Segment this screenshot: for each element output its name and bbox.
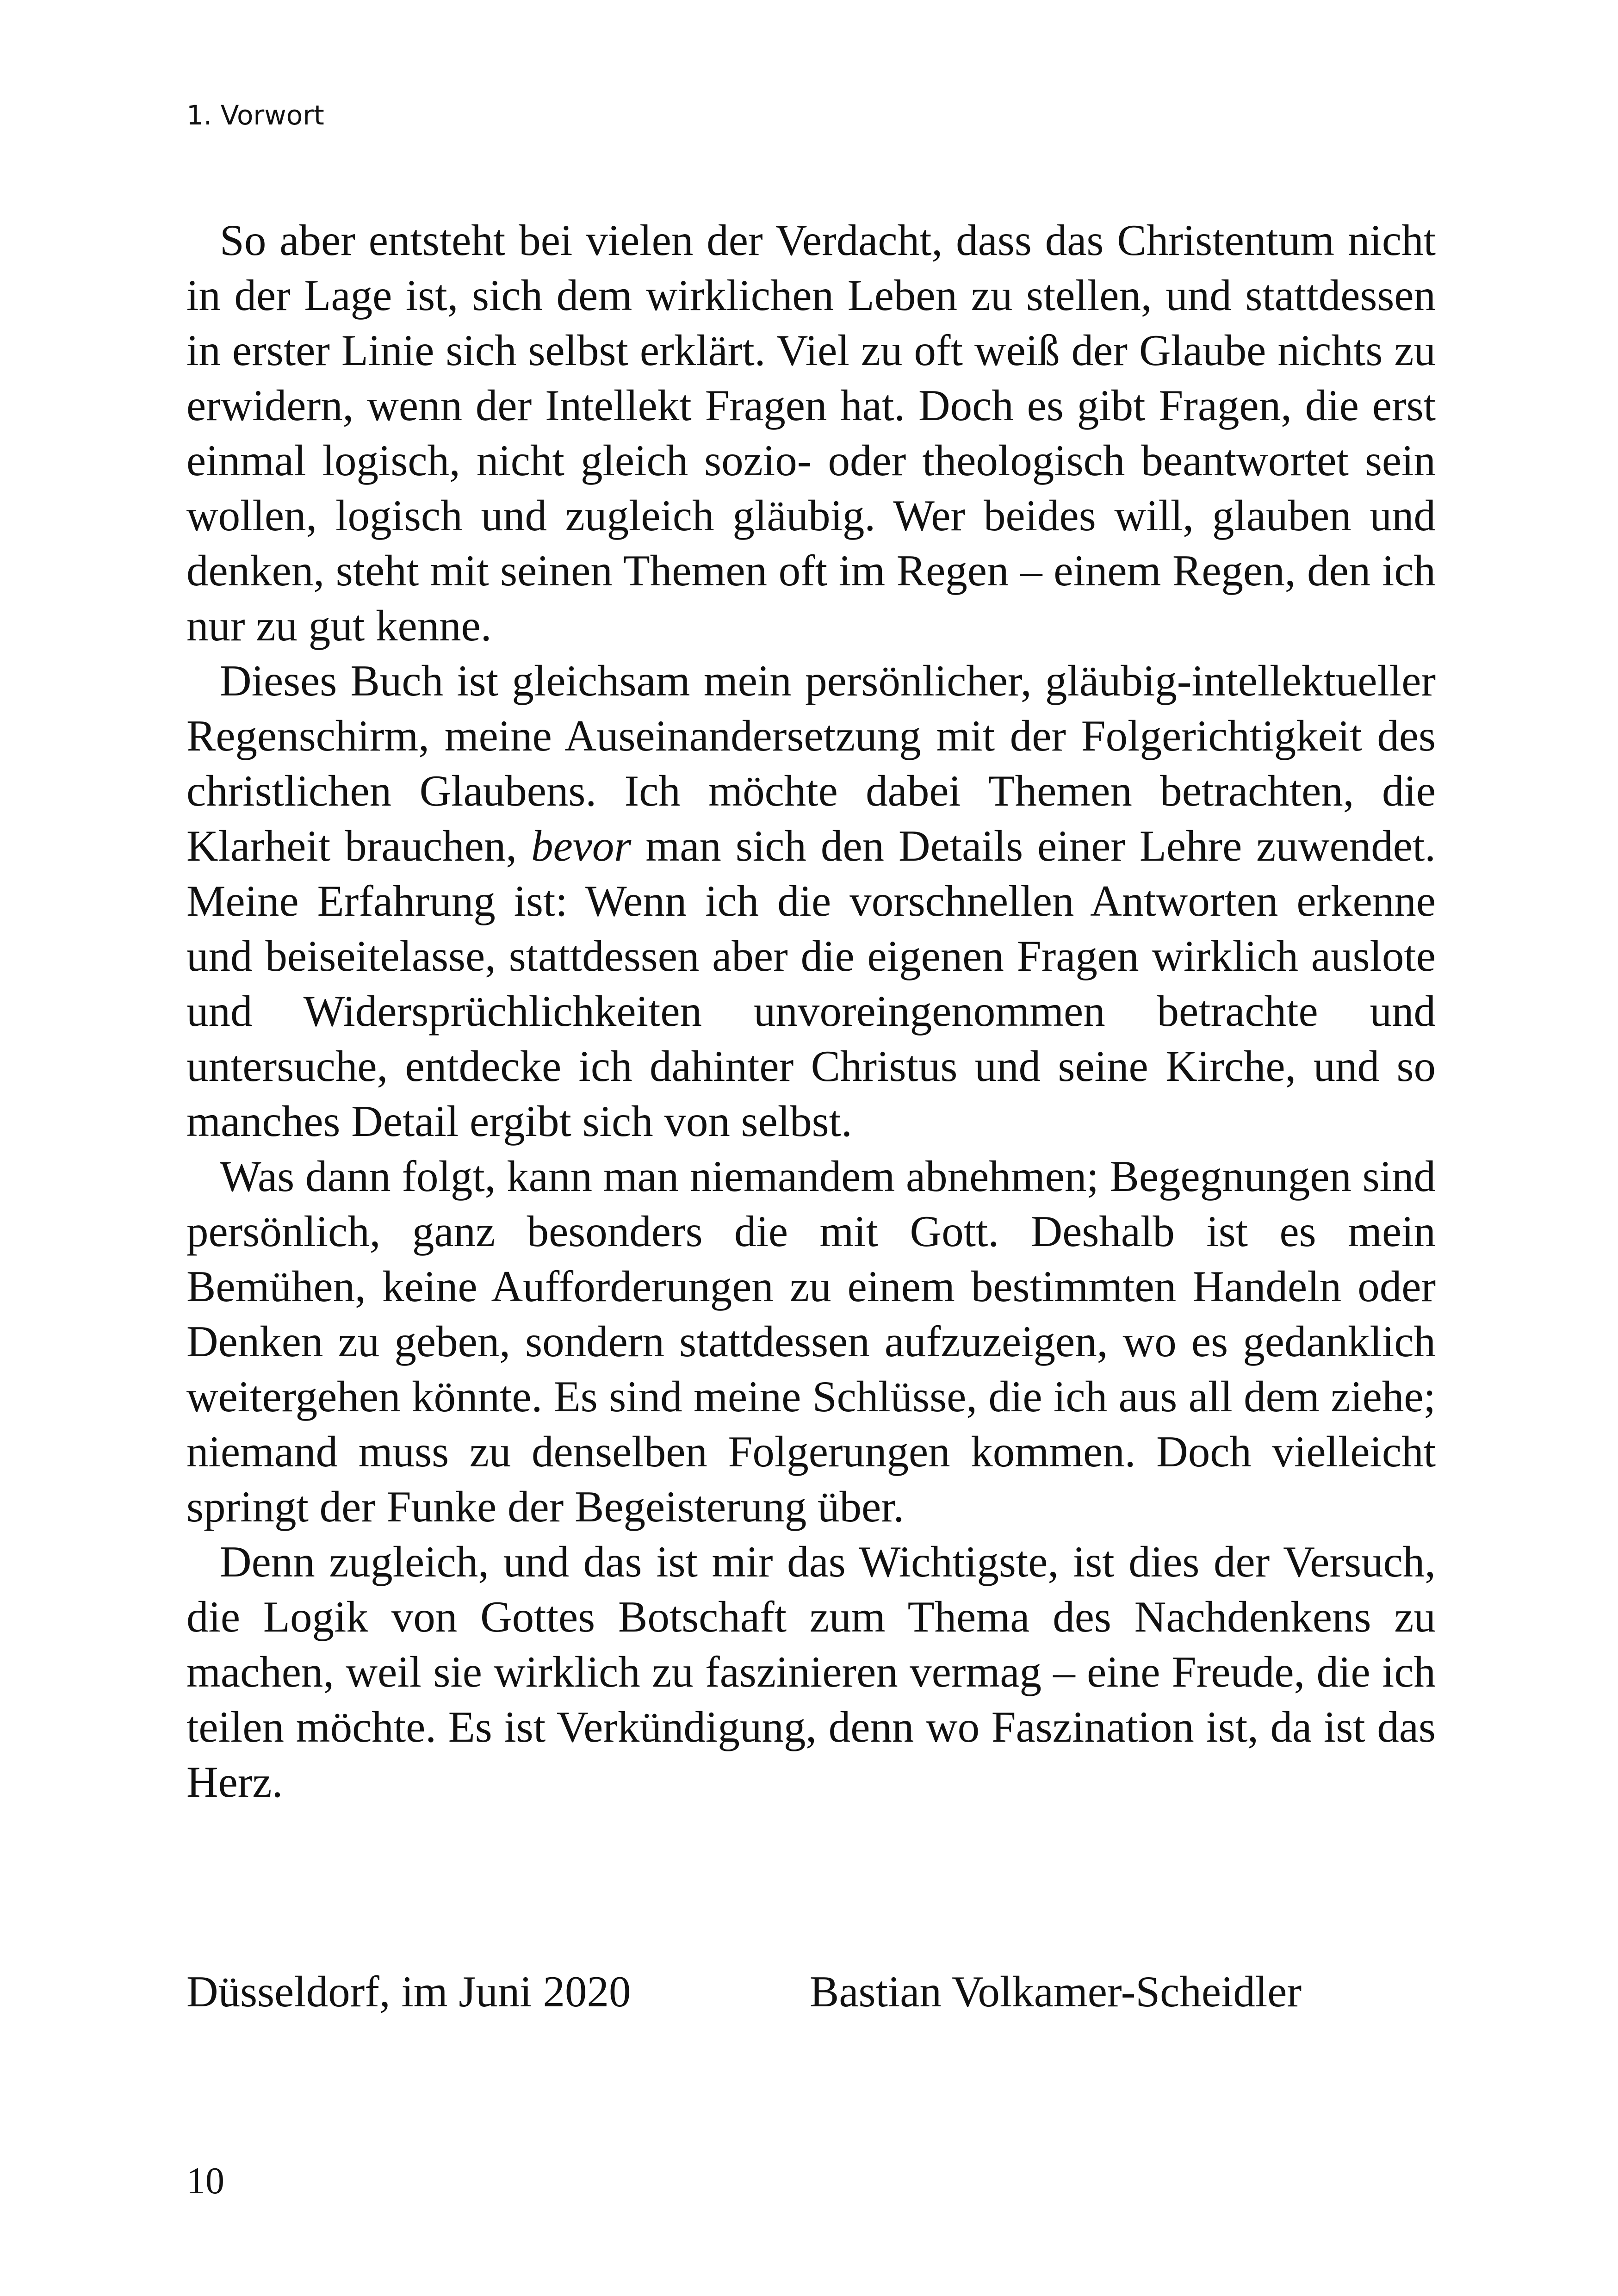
paragraph-3: Was dann folgt, kann man niemandem abnehmen; Begegnungen sind persönlich, ganz besonders die mit Gott. Deshalb ist es mein Bemühen, keine Aufforderungen zu einem bestimmten Handeln oder Denken zu geben, sondern stattdessen aufzuzeigen, wo es gedanklich weitergehen könnte. Es sind meine Schlüsse, die ich aus all dem ziehe; niemand muss zu denselben Folgerungen kommen. Doch vielleicht springt der Funke der Begeisterung über. xyxy=(186,1152,1436,1531)
body-text xyxy=(186,213,1436,1810)
page-number: 10 xyxy=(186,2159,224,2202)
paragraph-2-before: Dieses Buch ist gleichsam mein persönlicher, gläubig-intellektueller Regenschirm, meine Auseinandersetzung mit der Folgerichtigkeit des christlichen Glaubens. Ich möchte dabei Themen betrachten, die Klarheit brauchen, xyxy=(186,656,1436,870)
paragraph-2-after: man sich den Details einer Lehre zuwendet. Meine Erfahrung ist: Wenn ich die vorschnellen Antworten erkenne und beiseitelasse, stattdessen aber die eigenen Fragen wirklich auslote und Widersprüchlichkeiten unvoreingenommen betrachte und untersuche, entdecke ich dahinter Christus und seine Kirche, und so manches Detail ergibt sich von selbst. xyxy=(186,821,1436,1146)
emphasis-bevor: bevor xyxy=(531,821,632,870)
paragraph-1: So aber entsteht bei vielen der Verdacht, dass das Christentum nicht in der Lage ist, sich dem wirklichen Leben zu stellen, und stattdessen in erster Linie sich selbst erklärt. Viel zu oft weiß der Glaube nichts zu erwidern, wenn der Intellekt Fragen hat. Doch es gibt Fragen, die erst einmal logisch, nicht gleich sozio- oder theologisch beantwortet sein wollen, logisch und zugleich gläubig. Wer beides will, glauben und denken, steht mit seinen Themen oft im Regen – einem Regen, den ich nur zu gut kenne. xyxy=(186,216,1436,650)
author-name: Bastian Volkamer-Scheidler xyxy=(810,1967,1302,2016)
running-head: 1. Vorwort xyxy=(186,99,324,131)
paragraph-4: Denn zugleich, und das ist mir das Wichtigste, ist dies der Versuch, die Logik von Gottes Botschaft zum Thema des Nachdenkens zu machen, weil sie wirklich zu faszinieren vermag – eine Freude, die ich teilen möchte. Es ist Verkündigung, denn wo Faszination ist, da ist das Herz. xyxy=(186,1537,1436,1806)
place-date: Düsseldorf, im Juni 2020 xyxy=(186,1967,631,2016)
paragraph-2 xyxy=(186,653,1436,1149)
